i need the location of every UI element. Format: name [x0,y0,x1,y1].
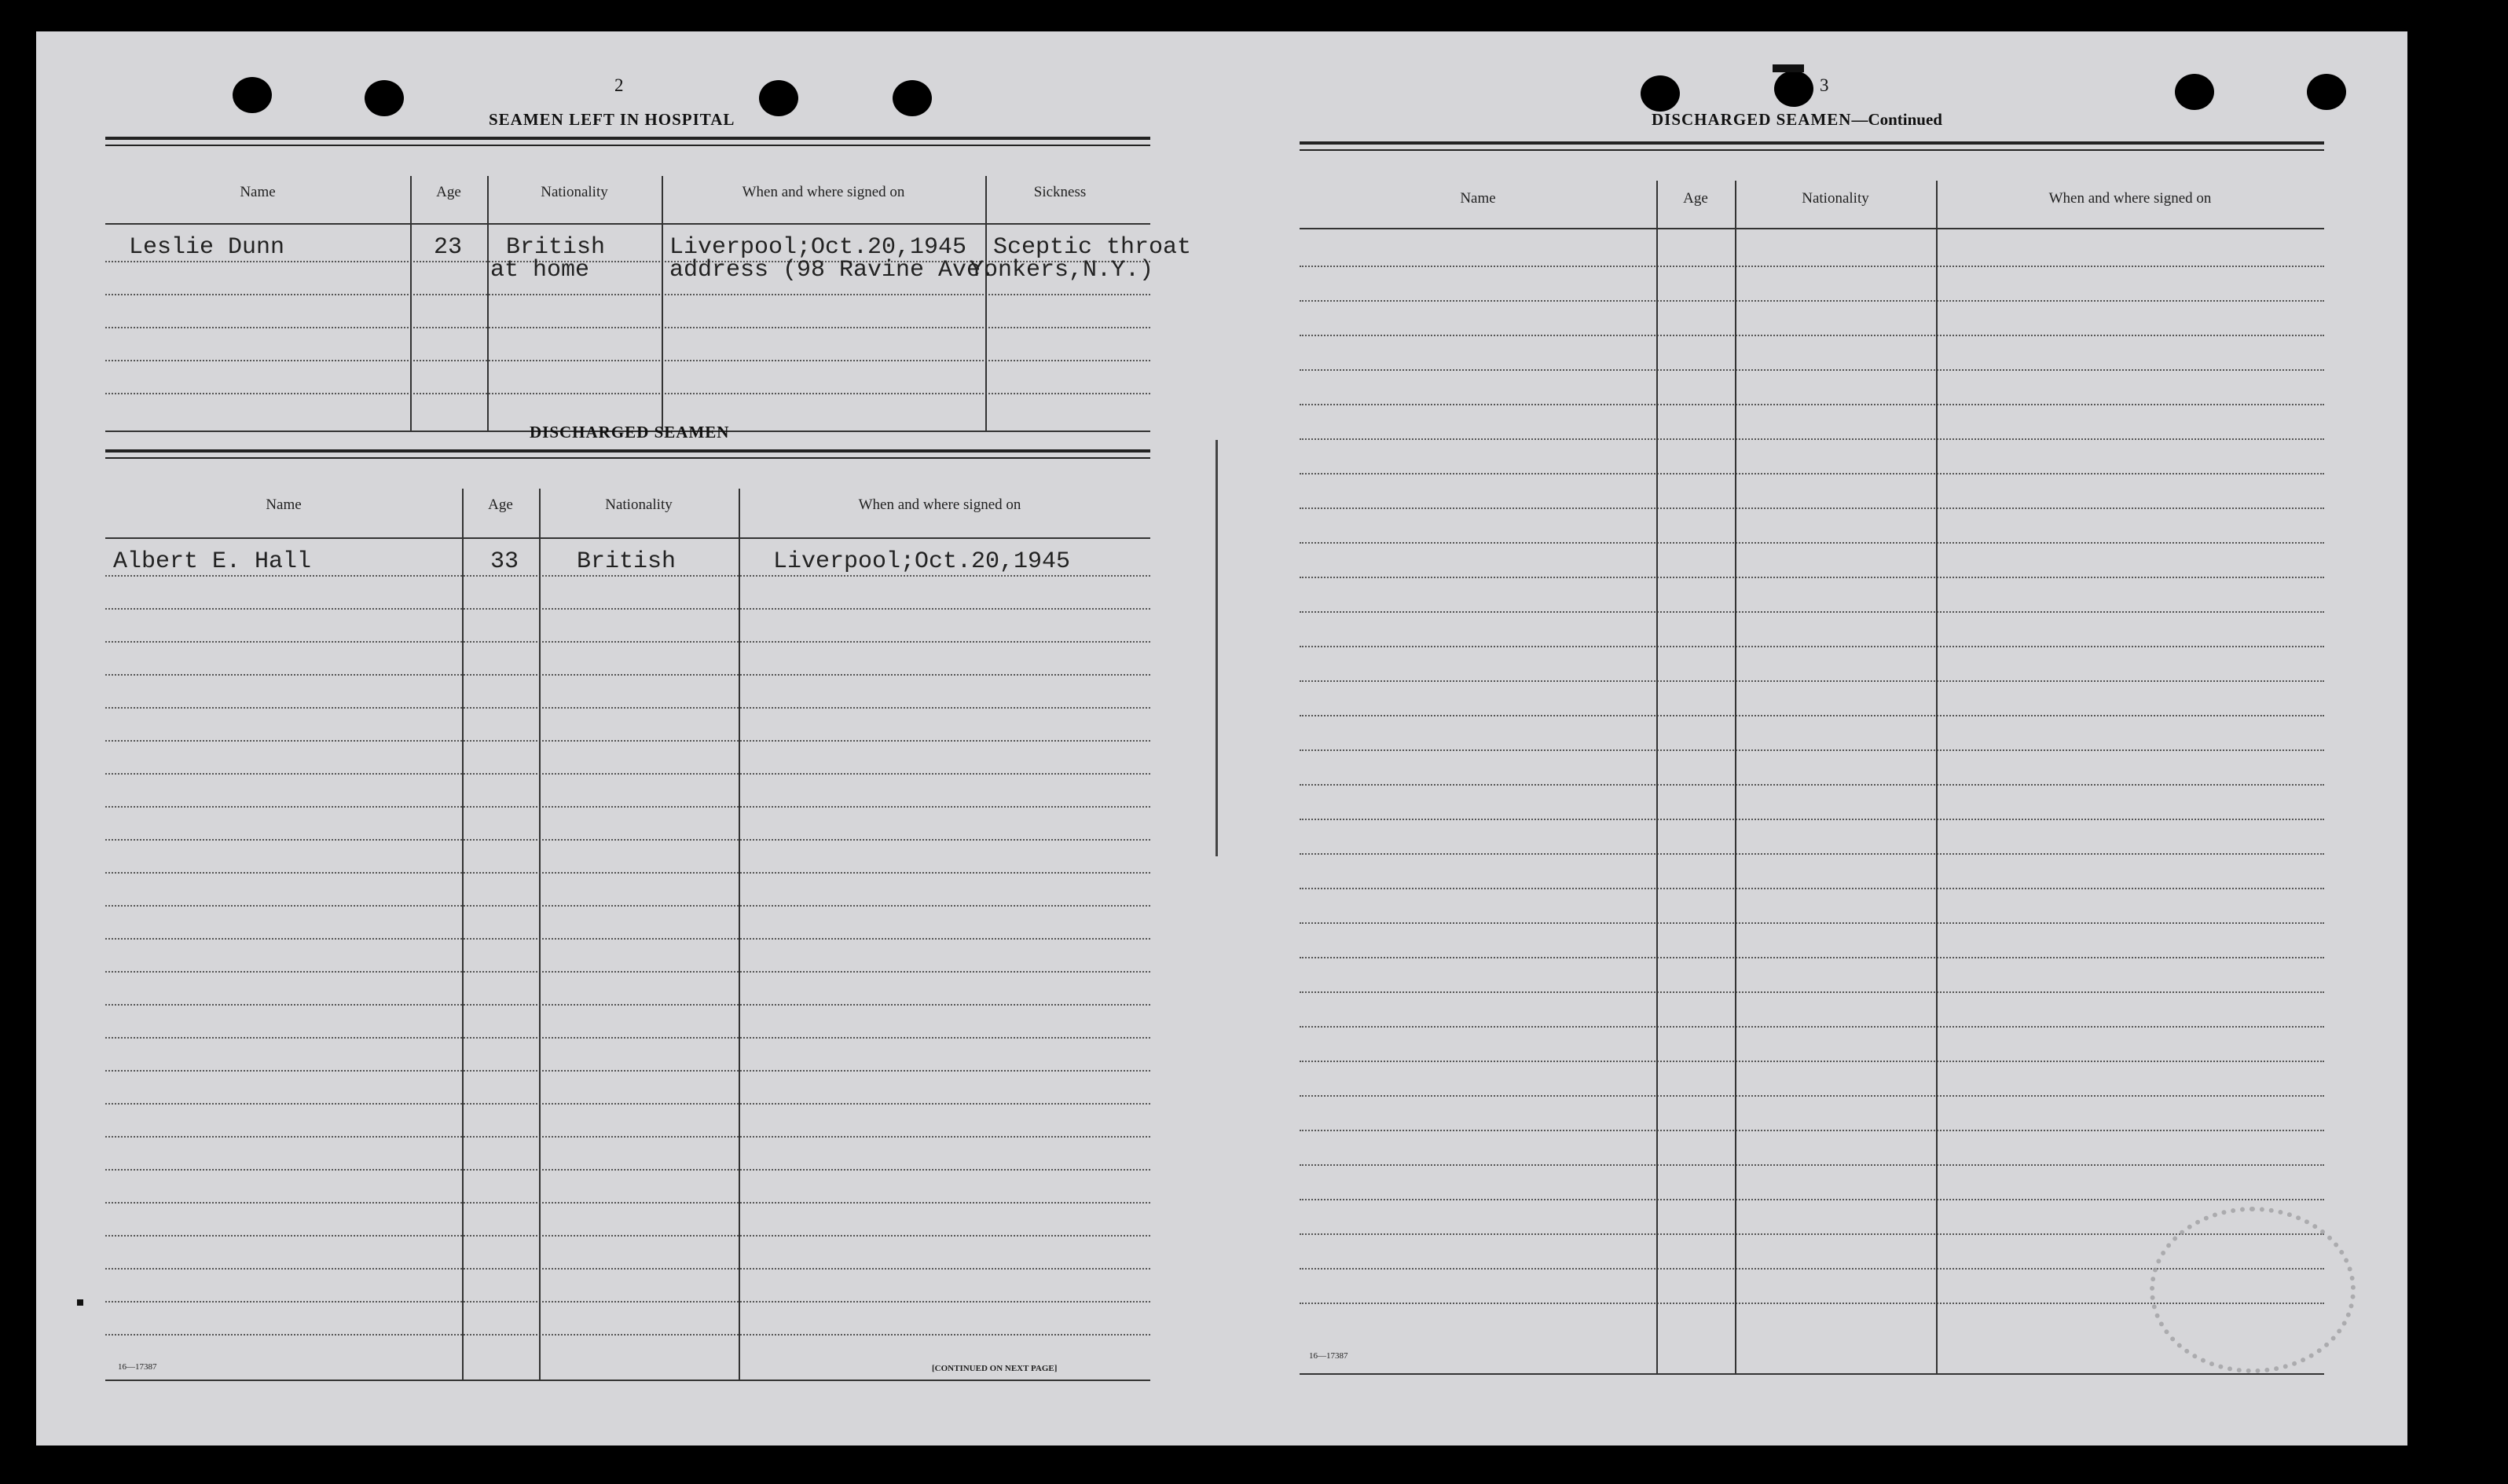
column-header-signed-on: When and where signed on [2048,190,2212,207]
punch-hole [365,80,404,116]
column-header-nationality: Nationality [1802,190,1869,207]
column-header-name: Name [240,184,276,200]
column-header-age: Age [436,184,461,200]
punch-hole [233,77,272,113]
column-header-name: Name [266,496,302,513]
right-page [1215,31,2407,1446]
hospital-sickness-cell: Sceptic throat [993,234,1192,261]
discharged-section-title: DISCHARGED SEAMEN [530,423,730,442]
manifest-sheet [36,31,2407,1446]
punch-hole [759,80,798,116]
hospital-age-cell: 23 [434,234,463,261]
form-number: 16—17387 [118,1362,157,1372]
discharged-name-cell: Albert E. Hall [113,548,312,575]
page-number: 3 [1820,75,1829,95]
hospital-nationality-cell: British [506,234,606,261]
ink-speck [1773,64,1804,72]
hospital-address-city: Yonkers,N.Y.) [970,257,1154,284]
discharged-signed-cell: Liverpool;Oct.20,1945 [773,548,1071,575]
margin-mark [77,1299,83,1306]
discharged-nationality-cell: British [577,548,676,575]
title-main: DISCHARGED SEAMEN [1652,110,1852,129]
discharged-table [105,449,1150,1386]
punch-hole [2175,74,2214,110]
discharged-age-cell: 33 [490,548,519,575]
hospital-nationality-note: at home [490,257,590,284]
left-page [36,31,1215,1446]
column-header-age: Age [1683,190,1708,207]
column-header-sickness: Sickness [1033,184,1087,200]
hospital-address-note: address (98 Ravine Ave. [669,257,996,284]
column-header-nationality: Nationality [541,184,608,200]
official-stamp [2150,1207,2356,1373]
punch-hole [2307,74,2346,110]
page-number: 2 [614,75,624,95]
hospital-name-cell: Leslie Dunn [129,234,285,261]
discharged-continued-title [1652,110,1942,130]
column-header-signed-on: When and where signed on [742,184,905,200]
continued-note: [CONTINUED ON NEXT PAGE] [932,1364,1058,1373]
column-header-nationality: Nationality [605,496,673,513]
punch-hole [1641,75,1680,112]
form-number: 16—17387 [1309,1351,1348,1361]
column-header-name: Name [1460,190,1496,207]
discharged-continued-table [1300,141,2324,1375]
title-continued: —Continued [1851,110,1942,129]
punch-hole [893,80,932,116]
column-header-signed-on: When and where signed on [858,496,1021,513]
hospital-table [105,137,1192,435]
punch-hole [1774,71,1813,107]
column-header-age: Age [488,496,513,513]
hospital-signed-cell: Liverpool;Oct.20,1945 [669,234,967,261]
hospital-section-title: SEAMEN LEFT IN HOSPITAL [489,110,735,129]
